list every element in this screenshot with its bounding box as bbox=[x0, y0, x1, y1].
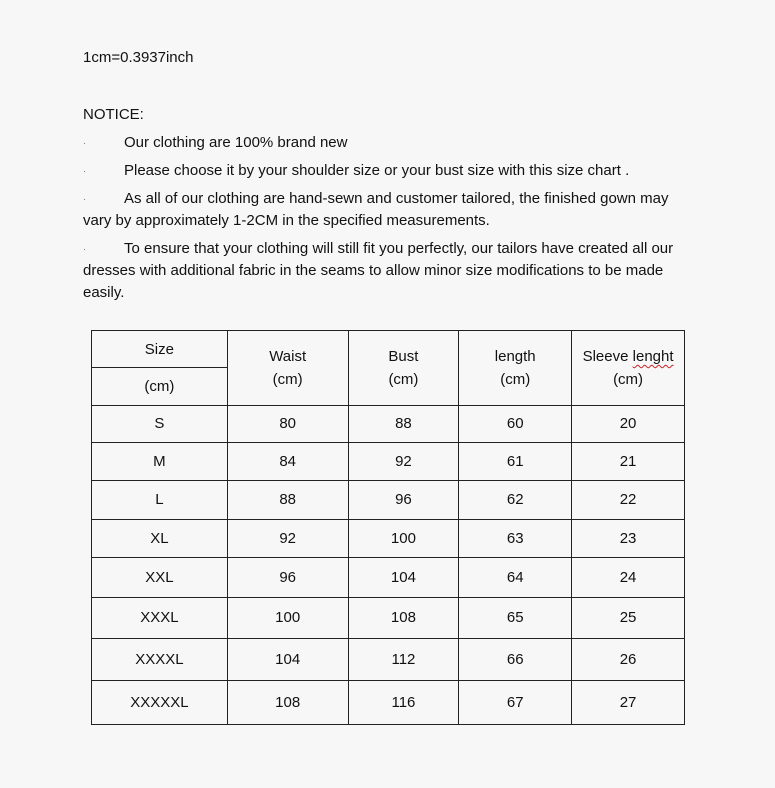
cell-length: 66 bbox=[459, 639, 572, 681]
cell-size: XXL bbox=[92, 558, 228, 597]
header-sleeve-label bbox=[572, 345, 684, 368]
cell-size: M bbox=[92, 443, 228, 480]
table-row bbox=[92, 681, 685, 725]
header-size: Size bbox=[92, 331, 228, 368]
table-row bbox=[92, 519, 685, 557]
notice-item-text: Please choose it by your shoulder size or your bust size with this size chart . bbox=[124, 162, 630, 179]
header-size-unit: (cm) bbox=[92, 368, 228, 405]
header-waist-label: Waist bbox=[269, 347, 307, 365]
cell-sleeve: 25 bbox=[572, 597, 685, 638]
cell-size: XXXXL bbox=[92, 639, 228, 681]
header-sleeve bbox=[572, 331, 685, 406]
table-row bbox=[92, 597, 685, 638]
cell-bust: 100 bbox=[348, 519, 459, 557]
table-row bbox=[92, 639, 685, 681]
table-row bbox=[92, 480, 685, 519]
cell-length: 65 bbox=[459, 597, 572, 638]
cell-bust: 104 bbox=[348, 558, 459, 597]
cell-length: 60 bbox=[459, 405, 572, 442]
notice-item-text: To ensure that your clothing will still fit you perfectly, our tailors have created all our dresses with additional fabric in the seams to allow minor size modifications to be made easily. bbox=[83, 240, 674, 301]
notice-item bbox=[83, 188, 695, 232]
header-length-unit: (cm) bbox=[500, 370, 531, 388]
cell-waist: 88 bbox=[227, 480, 348, 519]
notice-item bbox=[83, 160, 695, 182]
bullet-marker: · bbox=[83, 244, 86, 254]
cell-sleeve: 20 bbox=[572, 405, 685, 442]
bullet-marker: · bbox=[83, 166, 86, 176]
notice-item bbox=[83, 132, 695, 154]
cell-sleeve: 26 bbox=[572, 639, 685, 681]
header-bust bbox=[348, 331, 459, 406]
cell-sleeve: 21 bbox=[572, 443, 685, 480]
cell-bust: 112 bbox=[348, 639, 459, 681]
table-header-row bbox=[92, 331, 685, 368]
cell-waist: 84 bbox=[227, 443, 348, 480]
table-row bbox=[92, 443, 685, 480]
cell-size: XXXXXL bbox=[92, 681, 228, 725]
header-bust-unit: (cm) bbox=[388, 370, 419, 388]
cell-size: XXXL bbox=[92, 597, 228, 638]
unit-conversion: 1cm=0.3937inch bbox=[83, 49, 194, 66]
cell-bust: 116 bbox=[348, 681, 459, 725]
cell-waist: 100 bbox=[227, 597, 348, 638]
cell-size: S bbox=[92, 405, 228, 442]
header-sleeve-unit: (cm) bbox=[613, 370, 644, 388]
notice-item-text: As all of our clothing are hand-sewn and customer tailored, the finished gown may vary by approximately 1-2CM in the specified measurements. bbox=[83, 190, 669, 229]
cell-waist: 108 bbox=[227, 681, 348, 725]
notice-title: NOTICE: bbox=[83, 106, 144, 123]
cell-bust: 92 bbox=[348, 443, 459, 480]
cell-length: 63 bbox=[459, 519, 572, 557]
table-row bbox=[92, 405, 685, 442]
notice-item bbox=[83, 238, 695, 304]
cell-bust: 88 bbox=[348, 405, 459, 442]
cell-sleeve: 22 bbox=[572, 480, 685, 519]
cell-waist: 92 bbox=[227, 519, 348, 557]
header-length bbox=[459, 331, 572, 406]
cell-waist: 80 bbox=[227, 405, 348, 442]
cell-sleeve: 23 bbox=[572, 519, 685, 557]
notice-section bbox=[83, 104, 695, 310]
bullet-marker: · bbox=[83, 138, 86, 148]
header-sleeve-word1: Sleeve bbox=[582, 347, 629, 365]
cell-length: 67 bbox=[459, 681, 572, 725]
cell-sleeve: 24 bbox=[572, 558, 685, 597]
cell-size: XL bbox=[92, 519, 228, 557]
table-row bbox=[92, 558, 685, 597]
cell-length: 62 bbox=[459, 480, 572, 519]
cell-waist: 96 bbox=[227, 558, 348, 597]
cell-length: 61 bbox=[459, 443, 572, 480]
header-waist-unit: (cm) bbox=[272, 370, 303, 388]
cell-sleeve: 27 bbox=[572, 681, 685, 725]
header-bust-label: Bust bbox=[388, 347, 419, 365]
cell-waist: 104 bbox=[227, 639, 348, 681]
cell-bust: 96 bbox=[348, 480, 459, 519]
size-chart-table bbox=[91, 330, 685, 725]
notice-item-text: Our clothing are 100% brand new bbox=[124, 134, 348, 151]
header-length-label: length bbox=[494, 347, 536, 365]
header-sleeve-word2: lenght bbox=[632, 347, 674, 365]
bullet-marker: · bbox=[83, 194, 86, 204]
cell-bust: 108 bbox=[348, 597, 459, 638]
header-waist bbox=[227, 331, 348, 406]
cell-length: 64 bbox=[459, 558, 572, 597]
cell-size: L bbox=[92, 480, 228, 519]
